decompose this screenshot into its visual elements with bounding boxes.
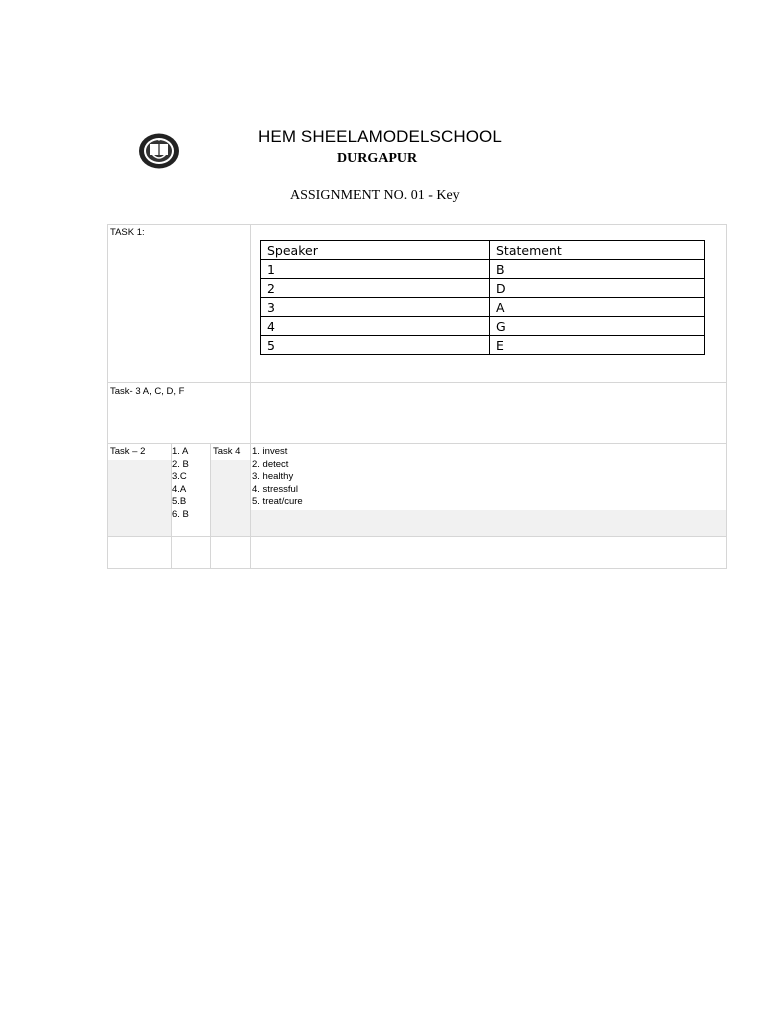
speaker-cell: 3: [261, 298, 490, 317]
task4-answer: 3. healthy: [252, 471, 294, 482]
assignment-title: ASSIGNMENT NO. 01 - Key: [290, 188, 460, 203]
task2-answer: 1. A: [172, 446, 189, 457]
school-crest-icon: [138, 132, 180, 170]
task2-answer: 5.B: [172, 496, 187, 507]
task4-label: Task 4: [213, 446, 241, 457]
task4-answer: 5. treat/cure: [252, 496, 303, 507]
speaker-cell: 4: [261, 317, 490, 336]
table-header-row: [261, 241, 705, 260]
table-row: [261, 336, 705, 355]
statement-cell: G: [490, 317, 705, 336]
task4-answers-shade: [251, 510, 726, 536]
statement-cell: A: [490, 298, 705, 317]
table-row: [261, 317, 705, 336]
table-row: [261, 279, 705, 298]
speaker-cell: 1: [261, 260, 490, 279]
task1-label: TASK 1:: [110, 227, 145, 238]
table-header-cell: Speaker: [261, 241, 490, 260]
task4-answer: 1. invest: [252, 446, 288, 457]
task2-answer: 2. B: [172, 458, 189, 470]
task2-label-shade: [108, 460, 171, 536]
speaker-statement-table: [260, 240, 705, 355]
school-name: HEM SHEELAMODELSCHOOL: [258, 127, 502, 146]
table-row: [261, 298, 705, 317]
task2-answer: 3.C: [172, 471, 187, 482]
task4-answer: 2. detect: [252, 458, 289, 470]
statement-cell: D: [490, 279, 705, 298]
school-city: DURGAPUR: [337, 151, 418, 166]
statement-cell: B: [490, 260, 705, 279]
task3-label: Task- 3 A, C, D, F: [110, 386, 185, 397]
table-row: [261, 260, 705, 279]
task2-answer: 6. B: [172, 508, 189, 520]
speaker-cell: 2: [261, 279, 490, 298]
statement-cell: E: [490, 336, 705, 355]
task4-label-shade: [211, 460, 250, 536]
table-header-cell: Statement: [490, 241, 705, 260]
task2-label: Task – 2: [110, 446, 146, 457]
task2-answer: 4.A: [172, 483, 187, 495]
speaker-cell: 5: [261, 336, 490, 355]
task4-answer: 4. stressful: [252, 483, 298, 495]
